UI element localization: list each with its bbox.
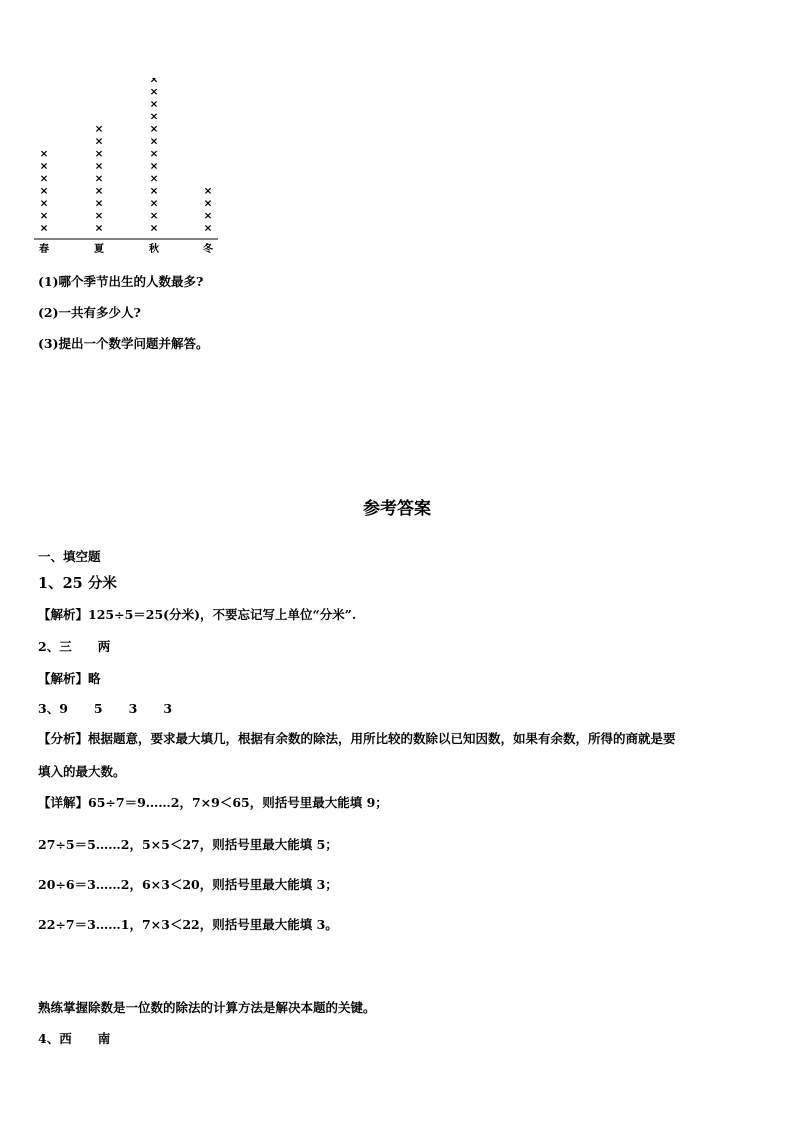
answer-3-analysis-line-2: 填入的最大数。 xyxy=(38,764,126,779)
cross-mark-夏-7 xyxy=(96,151,101,156)
answer-2-number: 2、 xyxy=(38,639,60,654)
answer-3-detail-4: 22÷7＝3……1，7×3＜22，则括号里最大能填 3。 xyxy=(38,917,338,932)
answer-3-detail-2: 27÷5＝5……2，5×5＜27，则括号里最大能填 5； xyxy=(38,837,338,852)
cross-mark-春-6 xyxy=(41,163,46,168)
answer-4-number: 4、 xyxy=(38,1031,60,1046)
answer-2-analysis: 【解析】略 xyxy=(38,671,101,686)
answer-2-value-2: 两 xyxy=(97,639,111,654)
category-label-3: 秋 xyxy=(149,244,159,255)
answer-4-value-2: 南 xyxy=(97,1031,111,1046)
cross-mark-冬-4 xyxy=(205,188,210,193)
cross-mark-冬-3 xyxy=(205,201,210,206)
category-label-2: 夏 xyxy=(94,244,104,255)
cross-mark-春-5 xyxy=(41,176,46,181)
answer-2-value-1: 三 xyxy=(59,639,72,654)
cross-mark-秋-6 xyxy=(151,163,156,168)
answer-2 xyxy=(38,637,110,655)
cross-mark-秋-12 xyxy=(151,89,156,94)
cross-mark-夏-9 xyxy=(96,126,101,131)
cross-mark-夏-4 xyxy=(96,188,101,193)
cross-mark-春-7 xyxy=(41,151,46,156)
cross-mark-秋-9 xyxy=(151,126,156,131)
question-3: (3)提出一个数学问题并解答。 xyxy=(38,336,209,351)
answer-3-detail-1: 【详解】65÷7＝9……2，7×9＜65，则括号里最大能填 9； xyxy=(38,795,388,810)
section-heading: 一、填空题 xyxy=(38,549,101,564)
cross-mark-春-2 xyxy=(41,213,46,218)
answer-1-value: 25 分米 xyxy=(62,575,117,592)
answer-title: 参考答案 xyxy=(363,499,431,519)
cross-mark-冬-1 xyxy=(205,225,210,230)
answer-3-summary: 熟练掌握除数是一位数的除法的计算方法是解决本题的关键。 xyxy=(38,1000,376,1015)
question-1: (1)哪个季节出生的人数最多? xyxy=(38,274,204,289)
answer-3-detail-3: 20÷6＝3……2，6×3＜20，则括号里最大能填 3； xyxy=(38,877,338,892)
cross-mark-春-1 xyxy=(41,225,46,230)
cross-mark-秋-10 xyxy=(151,114,156,119)
answer-3-analysis-line-1: 【分析】根据题意，要求最大填几，根据有余数的除法，用所比较的数除以已知因数，如果有余数，所得的商就是要 xyxy=(38,731,676,746)
answer-3-value-1: 9 xyxy=(59,701,68,716)
cross-mark-秋-2 xyxy=(151,213,156,218)
answer-4-value-1: 西 xyxy=(59,1031,72,1046)
answer-3-number: 3、 xyxy=(38,701,60,716)
answer-4 xyxy=(38,1029,110,1047)
cross-mark-秋-5 xyxy=(151,176,156,181)
cross-mark-秋-3 xyxy=(151,201,156,206)
answer-1 xyxy=(38,572,117,593)
answer-3-value-3: 3 xyxy=(128,701,138,716)
cross-mark-夏-6 xyxy=(96,163,101,168)
dot-plot-chart xyxy=(28,78,228,258)
cross-mark-秋-1 xyxy=(151,225,156,230)
category-label-4: 冬 xyxy=(203,244,213,255)
cross-mark-春-3 xyxy=(41,201,46,206)
cross-mark-夏-2 xyxy=(96,213,101,218)
cross-mark-秋-4 xyxy=(151,188,156,193)
cross-mark-秋-7 xyxy=(151,151,156,156)
cross-mark-秋-13 xyxy=(151,78,156,82)
category-label-1: 春 xyxy=(39,244,49,255)
cross-mark-夏-5 xyxy=(96,176,101,181)
cross-mark-秋-11 xyxy=(151,101,156,106)
answer-3 xyxy=(38,699,172,717)
cross-mark-春-4 xyxy=(41,188,46,193)
answer-1-number: 1、 xyxy=(38,575,63,592)
cross-mark-夏-1 xyxy=(96,225,101,230)
answer-3-value-2: 5 xyxy=(93,701,103,716)
answer-3-value-4: 3 xyxy=(163,701,173,716)
cross-mark-秋-8 xyxy=(151,139,156,144)
cross-mark-冬-2 xyxy=(205,213,210,218)
question-2: (2)一共有多少人? xyxy=(38,305,141,320)
cross-mark-夏-8 xyxy=(96,139,101,144)
answer-1-analysis: 【解析】125÷5＝25(分米)，不要忘记写上单位“分米”. xyxy=(38,607,357,622)
cross-mark-夏-3 xyxy=(96,201,101,206)
